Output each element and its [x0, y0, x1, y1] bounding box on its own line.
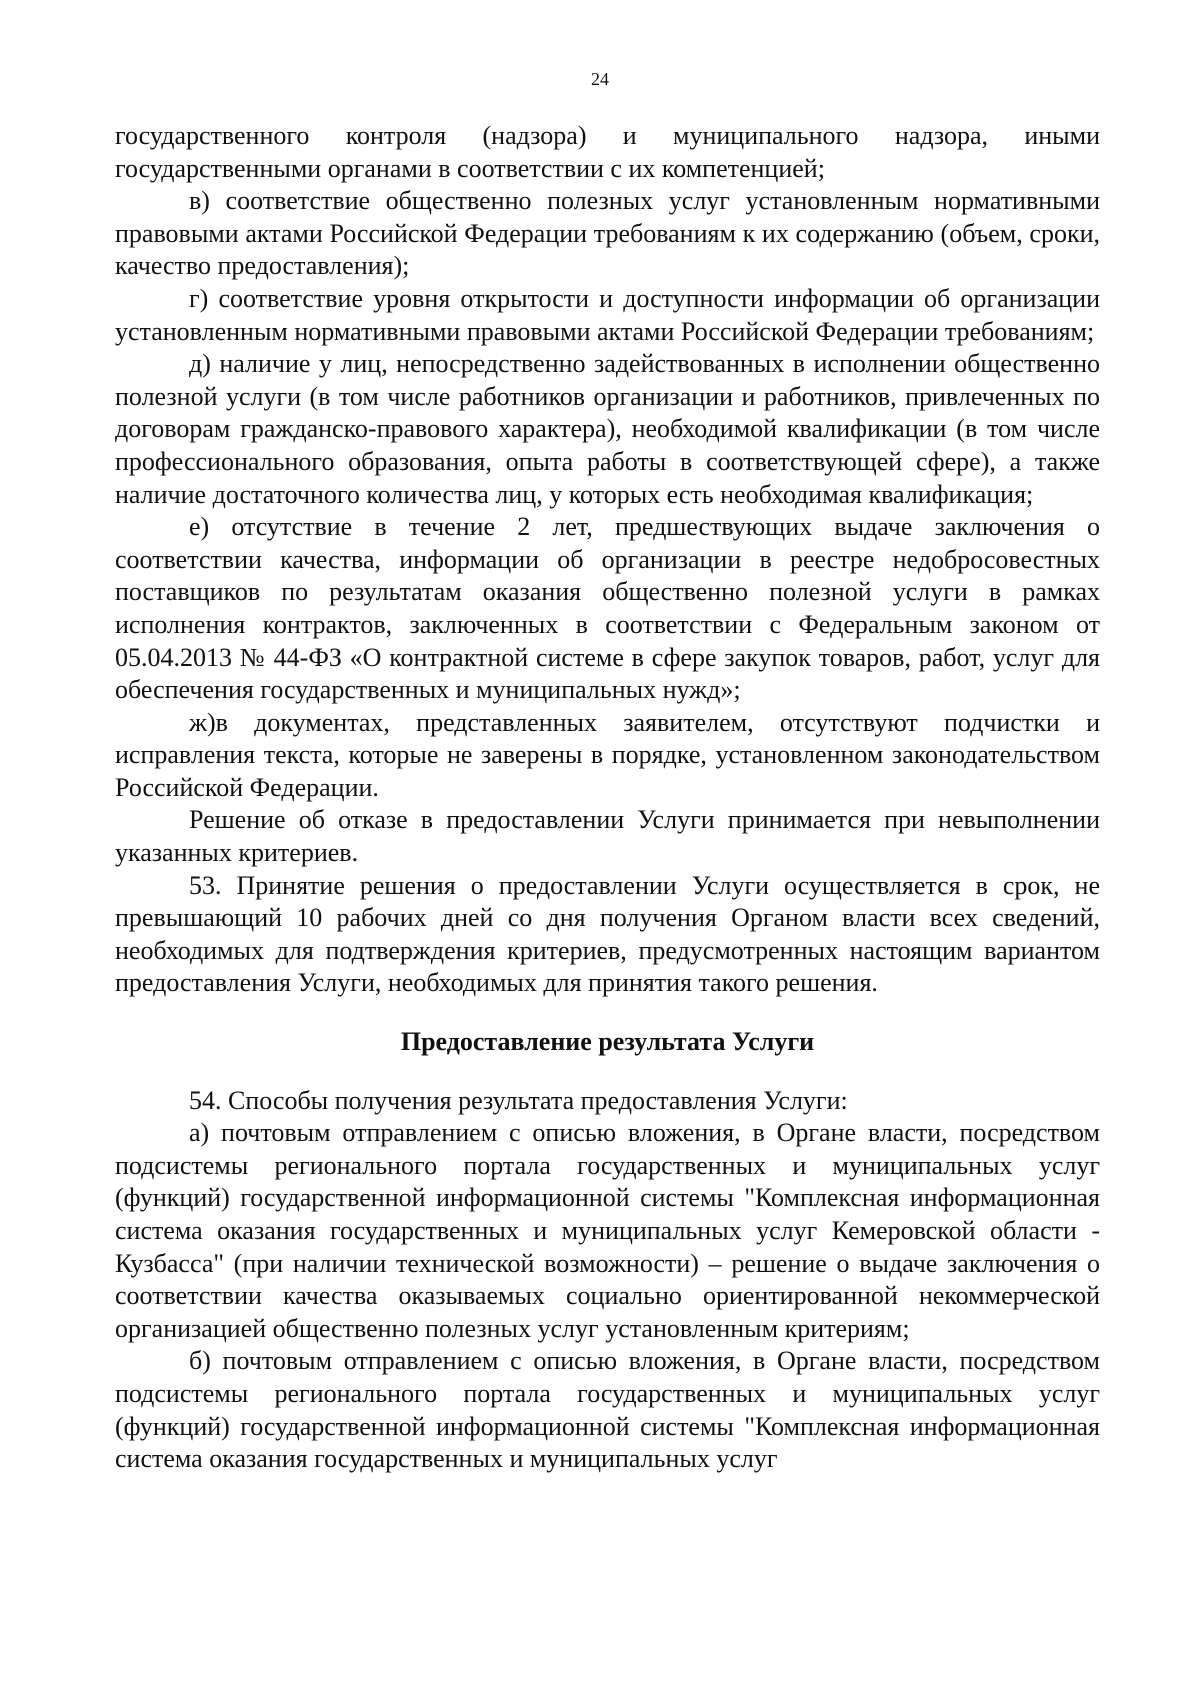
paragraph-item-v: в) соответствие общественно полезных услуг установленным нормативными правовыми актами Российской Федерации требованиям к их содержанию (объем, сроки, качество предоставления); — [115, 186, 1100, 281]
paragraph-53: 53. Принятие решения о предоставлении Услуги осуществляется в срок, не превышающий 10 рабочих дней со дня получения Органом власти всех сведений, необходимых для подтверждения критериев, предусмотренных настоящим вариантом предоставления Услуги, необходимых для принятия такого решения. — [115, 870, 1100, 998]
paragraph: государственного контроля (надзора) и муниципального надзора, иными государственными органами в соответствии с их компетенцией; — [115, 121, 1100, 183]
paragraph-item-d: д) наличие у лиц, непосредственно задействованных в исполнении общественно полезной услуги (в том числе работников организации и работников, привлеченных по договорам гражданско-правового характера), необходимой квалификации (в том числе профессионального образования, опыта работы в соответствующей сфере), а также наличие достаточного количества лиц, у которых есть необходимая квалификация; — [115, 349, 1100, 509]
page-number: 24 — [591, 69, 609, 89]
paragraph-item-g: г) соответствие уровня открытости и доступности информации об организации установленным нормативными правовыми актами Российской Федерации требованиям; — [115, 283, 1100, 346]
paragraph-item-zh: ж)в документах, представленных заявителем, отсутствуют подчистки и исправления текста, которые не заверены в порядке, установленном законодательством Российской Федерации. — [115, 707, 1100, 802]
paragraph-item-e: е) отсутствие в течение 2 лет, предшествующих выдаче заключения о соответствии качества, информации об организации в реестре недобросовестных поставщиков по результатам оказания общественно полезной услуги в рамках исполнения контрактов, заключенных в соответствии с Федеральным законом от 05.04.2013 № 44-ФЗ «О контрактной системе в сфере закупок товаров, работ, услуг для обеспечения государственных и муниципальных нужд»; — [115, 512, 1100, 705]
section-heading: Предоставление результата Услуги — [400, 1027, 815, 1057]
paragraph-item-a: а) почтовым отправлением с описью вложения, в Органе власти, посредством подсистемы регионального портала государственных и муниципальных услуг (функций) государственной информационной системы "Комплексная информационная система оказания государственных и муниципальных услуг Кемеровской области - Кузбасса" (при наличии технической возможности) – решение о выдаче заключения о соответствии качества оказываемых социально ориентированной некоммерческой организацией общественно полезных услуг установленным критериям; — [115, 1118, 1100, 1343]
paragraph-refusal: Решение об отказе в предоставлении Услуги принимается при невыполнении указанных критериев. — [115, 805, 1100, 868]
paragraph-54: 54. Способы получения результата предоставления Услуги: — [189, 1085, 848, 1115]
document-body — [115, 120, 1100, 1476]
paragraph-item-b: б) почтовым отправлением с описью вложения, в Органе власти, посредством подсистемы регионального портала государственных и муниципальных услуг (функций) государственной информационной системы "Комплексная информационная система оказания государственных и муниципальных услуг — [115, 1346, 1100, 1474]
